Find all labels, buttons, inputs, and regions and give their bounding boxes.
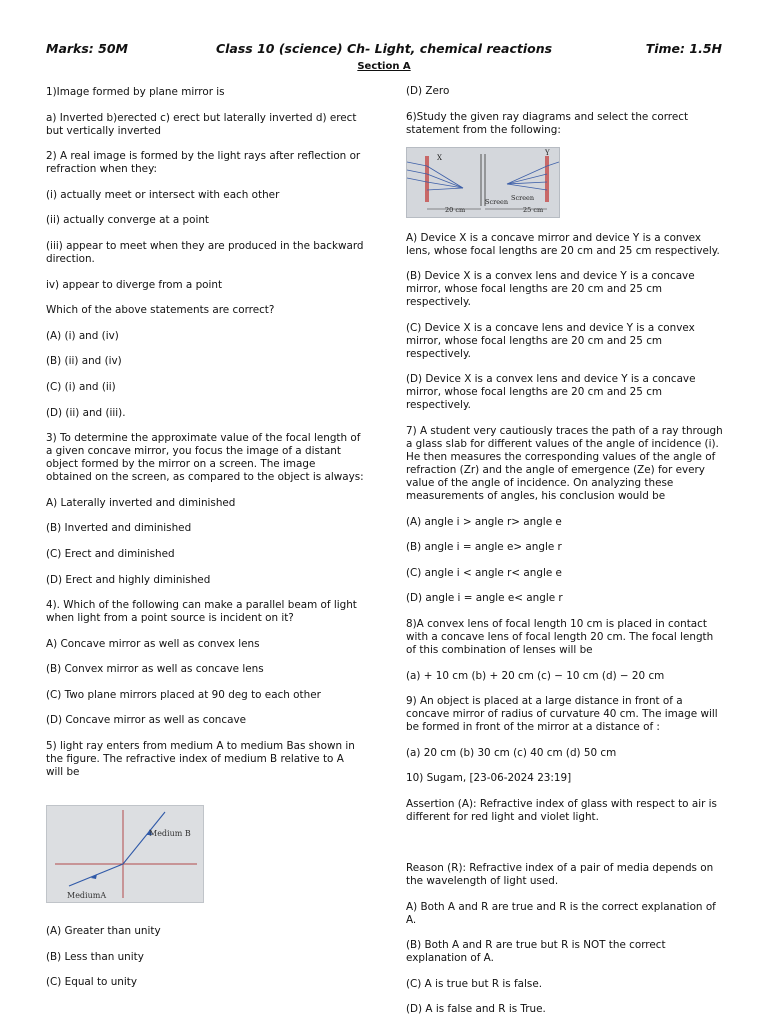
question-text: 6)Study the given ray diagrams and select the correct statement from the following:: [406, 110, 689, 136]
blank-line: [406, 837, 724, 850]
option-text: (B) Less than unity: [46, 950, 144, 963]
device-y: [545, 156, 549, 202]
option-text: (C) Device X is a concave lens and device Y is a convex mirror, whose focal lengths are 20 cm and 25 cm respectively.: [406, 321, 695, 360]
rays-y: [507, 162, 559, 190]
option-text: A) Both A and R are true and R is the correct explanation of A.: [406, 900, 716, 926]
refracted-ray: [123, 812, 165, 864]
medium-b-label: Medium B: [149, 829, 191, 839]
option-text: (A) angle i > angle r> angle e: [406, 515, 562, 528]
header: [46, 42, 722, 62]
distance-label-2: 25 cm: [523, 205, 544, 214]
question-text: 1)Image formed by plane mirror is: [46, 86, 225, 98]
option-text: (B) Inverted and diminished: [46, 522, 192, 535]
option-text: (C) Erect and diminished: [46, 547, 175, 560]
option-text: A) Laterally inverted and diminished: [46, 496, 236, 509]
question-text: 7) A student very cautiously traces the path of a ray through a glass slab for different values of the angle of incidence (i). He then measures the corresponding values of the angle of refraction (Zr) and the angle of emergence (Ze) for every value of the angle of incidence. On analyzing these measurements of angles, his conclusion would be: [406, 424, 723, 502]
option-text: A) Device X is a concave mirror and device Y is a convex lens, whose focal lengths are 20 cm and 25 cm respectively.: [406, 231, 720, 257]
rays-x: [407, 162, 463, 190]
page-title: Class 10 (science) Ch- Light, chemical reactions: [215, 41, 553, 56]
device-x: [425, 156, 429, 202]
option-text: (B) angle i = angle e> angle r: [406, 541, 562, 554]
question-text: Assertion (A): Refractive index of glass with respect to air is different for red light and violet light.: [406, 797, 717, 823]
option-text: (B) Convex mirror as well as concave lens: [46, 663, 264, 676]
option-text: (B) (ii) and (iv): [46, 355, 122, 368]
question-text: 10) Sugam, [23-06-2024 23:19]: [406, 772, 572, 785]
screen-label-1: Screen: [485, 197, 509, 206]
section-heading: Section A: [357, 61, 411, 72]
option-text: (C) A is true but R is false.: [406, 977, 543, 990]
question-text: a) Inverted b)erected c) erect but laterally inverted d) erect but vertically inverted: [46, 111, 357, 137]
option-text: (B) Device X is a convex lens and device Y is a concave mirror, whose focal lengths are 20 cm and 25 cm respectively.: [406, 270, 695, 309]
option-text: (A) (i) and (iv): [46, 329, 119, 342]
option-text: (C) Equal to unity: [46, 976, 137, 989]
question-text: 4). Which of the following can make a parallel beam of light when light from a point source is incident on it?: [46, 599, 357, 625]
label-y: Y: [545, 148, 550, 157]
label-x: X: [437, 153, 442, 162]
question-text: (ii) actually converge at a point: [46, 214, 210, 227]
distance-label-1: 20 cm: [445, 205, 466, 214]
option-text: (C) (i) and (ii): [46, 380, 116, 393]
question-text: iv) appear to diverge from a point: [46, 278, 223, 291]
option-text: (C) Two plane mirrors placed at 90 deg to each other: [46, 688, 321, 701]
right-column: [406, 85, 724, 1029]
question-text: Which of the above statements are correct?: [46, 304, 275, 317]
option-text: A) Concave mirror as well as convex lens: [46, 637, 260, 650]
option-text: (D) Device X is a convex lens and device Y is a concave mirror, whose focal lengths are 20 cm and 25 cm respectively.: [406, 373, 696, 412]
option-text: (D) A is false and R is True.: [406, 1003, 546, 1016]
screen-label-2: Screen: [511, 193, 535, 202]
option-text: (D) (ii) and (iii).: [46, 406, 126, 419]
question-text: Reason (R): Refractive index of a pair of media depends on the wavelength of light used.: [406, 862, 714, 888]
refraction-figure: [46, 805, 204, 903]
question-text: (i) actually meet or intersect with each other: [46, 188, 280, 201]
left-column: [46, 86, 364, 1002]
option-text: (a) 20 cm (b) 30 cm (c) 40 cm (d) 50 cm: [406, 746, 617, 759]
option-text: (D) Zero: [406, 85, 450, 97]
question-text: (iii) appear to meet when they are produced in the backward direction.: [46, 239, 364, 265]
question-text: 3) To determine the approximate value of the focal length of a given concave mirror, you focus the image of a distant object formed by the mirror on a screen. The image obtained on the screen, as compared to the object is always:: [46, 432, 364, 484]
time-label: Time: 1.5H: [645, 41, 722, 56]
refraction-diagram: [47, 806, 203, 902]
option-text: (a) + 10 cm (b) + 20 cm (c) − 10 cm (d) − 20 cm: [406, 669, 665, 682]
option-text: (B) Both A and R are true but R is NOT the correct explanation of A.: [406, 939, 666, 965]
medium-a-label: MediumA: [67, 891, 107, 901]
question-text: 9) An object is placed at a large distance in front of a concave mirror of radius of curvature 40 cm. The image will be formed in front of the mirror at a distance of :: [406, 695, 718, 734]
marks-label: Marks: 50M: [46, 41, 128, 56]
option-text: (A) Greater than unity: [46, 925, 161, 938]
option-text: (D) Erect and highly diminished: [46, 573, 211, 586]
option-text: (D) angle i = angle e< angle r: [406, 592, 563, 605]
option-text: (C) angle i < angle r< angle e: [406, 566, 562, 579]
question-text: 8)A convex lens of focal length 10 cm is placed in contact with a concave lens of focal length 20 cm. The focal length of this combination of lenses will be: [406, 617, 714, 656]
ray-diagram-figure: [406, 147, 560, 218]
ray-diagram: [407, 148, 559, 217]
question-text: 5) light ray enters from medium A to medium Bas shown in the figure. The refractive index of medium B relative to A will be: [46, 740, 355, 779]
question-text: 2) A real image is formed by the light rays after reflection or refraction when they:: [46, 150, 361, 176]
option-text: (D) Concave mirror as well as concave: [46, 714, 247, 727]
